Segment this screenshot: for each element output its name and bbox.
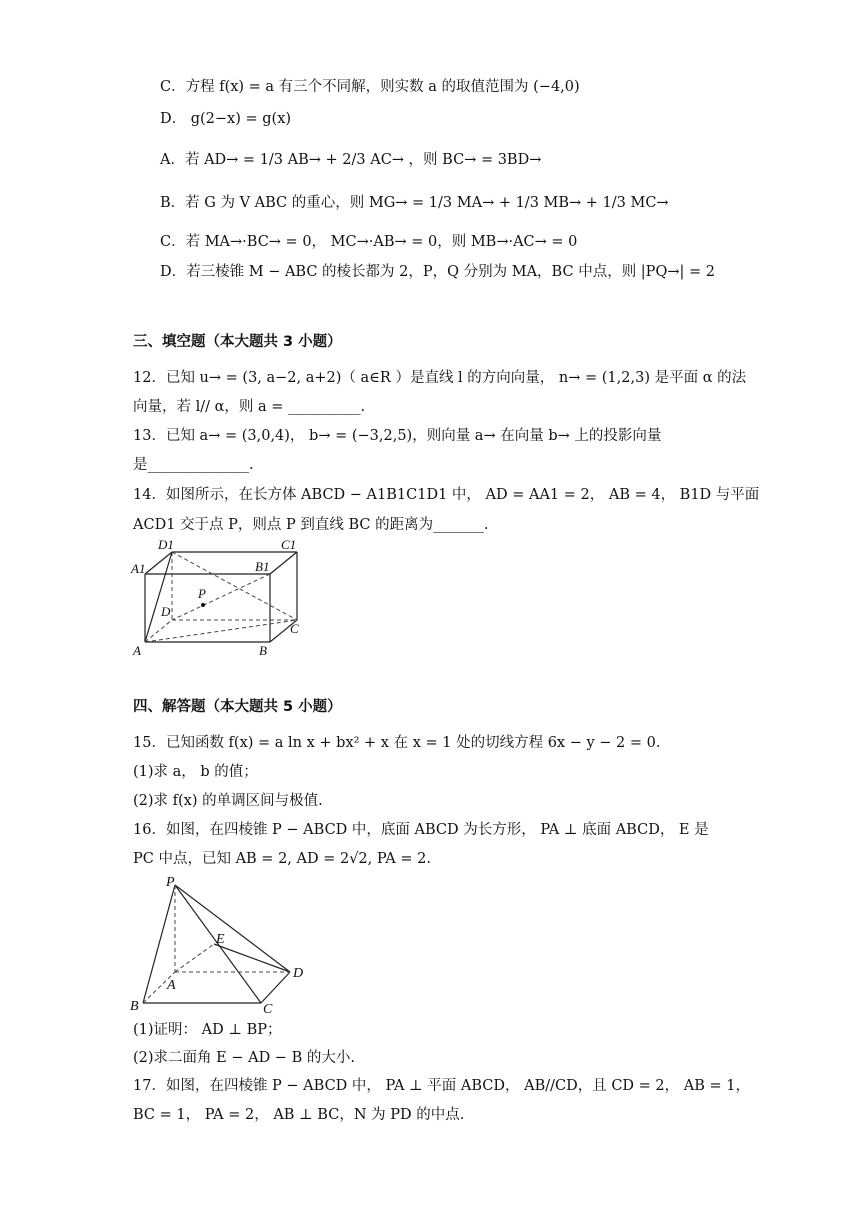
label-c: C <box>290 621 299 636</box>
q14-line-2: ACD1 交于点 P，则点 P 到直线 BC 的距离为_______. <box>133 517 489 533</box>
q13-line-1: 13．已知 a→ = (3,0,4)， b→ = (−3,2,5)，则向量 a→ 在向量 b→ 上的投影向量 <box>133 428 662 444</box>
option-d-prev: D． g(2−x) = g(x) <box>160 111 292 127</box>
label-c: C <box>263 1002 273 1017</box>
pyramid-figure <box>128 873 313 1018</box>
label-c1: C1 <box>281 537 297 552</box>
q17-line-1: 17．如图，在四棱锥 P − ABCD 中， PA ⊥ 平面 ABCD， AB//CD，且 CD = 2， AB = 1， <box>133 1078 750 1094</box>
point-p <box>201 603 205 607</box>
label-b1: B1 <box>255 559 270 574</box>
option-d: D．若三棱锥 M − ABC 的棱长都为 2，P，Q 分别为 MA，BC 中点，则 |PQ→| = 2 <box>160 264 715 280</box>
section-4-heading: 四、解答题（本大题共 5 小题） <box>133 699 342 715</box>
q12-line-2: 向量，若 l// α，则 a = __________. <box>133 399 366 415</box>
label-p: P <box>166 875 175 890</box>
label-b: B <box>259 643 267 658</box>
option-b: B．若 G 为 V ABC 的重心，则 MG→ = 1/3 MA→ + 1/3 MB→ + 1/3 MC→ <box>160 195 669 211</box>
option-a: A．若 AD→ = 1/3 AB→ + 2/3 AC→ ，则 BC→ = 3BD→ <box>160 152 542 168</box>
q16-part-2: (2)求二面角 E − AD − B 的大小. <box>133 1050 355 1066</box>
label-p: P <box>198 586 206 601</box>
label-e: E <box>216 932 225 947</box>
label-a: A <box>167 978 176 993</box>
q17-line-2: BC = 1， PA = 2， AB ⊥ BC，N 为 PD 的中点. <box>133 1107 465 1123</box>
q16-line-2: PC 中点，已知 AB = 2, AD = 2√2, PA = 2. <box>133 851 431 867</box>
label-d: D <box>293 966 304 981</box>
q16-part-1: (1)证明： AD ⊥ BP； <box>133 1022 282 1038</box>
q15-stem: 15．已知函数 f(x) = a ln x + bx² + x 在 x = 1 处的切线方程 6x − y − 2 = 0. <box>133 735 661 751</box>
q12-line-1: 12．已知 u→ = (3, a−2, a+2)（ a∈R ）是直线 l 的方向向量， n→ = (1,2,3) 是平面 α 的法 <box>133 370 747 386</box>
q13-line-2: 是______________. <box>133 457 254 473</box>
option-c-prev: C．方程 f(x) = a 有三个不同解，则实数 a 的取值范围为 (−4,0) <box>160 79 580 95</box>
cuboid-figure <box>125 535 315 660</box>
label-a1: A1 <box>131 561 146 576</box>
section-3-heading: 三、填空题（本大题共 3 小题） <box>133 334 342 350</box>
option-c: C．若 MA→·BC→ = 0， MC→·AB→ = 0，则 MB→·AC→ = 0 <box>160 234 578 250</box>
label-a: A <box>133 643 141 658</box>
label-b: B <box>130 999 139 1014</box>
q16-line-1: 16．如图，在四棱锥 P − ABCD 中，底面 ABCD 为长方形， PA ⊥ 底面 ABCD， E 是 <box>133 822 709 838</box>
q15-part-2: (2)求 f(x) 的单调区间与极值. <box>133 793 323 809</box>
q14-line-1: 14．如图所示，在长方体 ABCD − A1B1C1D1 中， AD = AA1 = 2， AB = 4， B1D 与平面 <box>133 487 760 503</box>
label-d: D <box>161 604 171 619</box>
label-d1: D1 <box>158 537 174 552</box>
q15-part-1: (1)求 a， b 的值； <box>133 764 258 780</box>
